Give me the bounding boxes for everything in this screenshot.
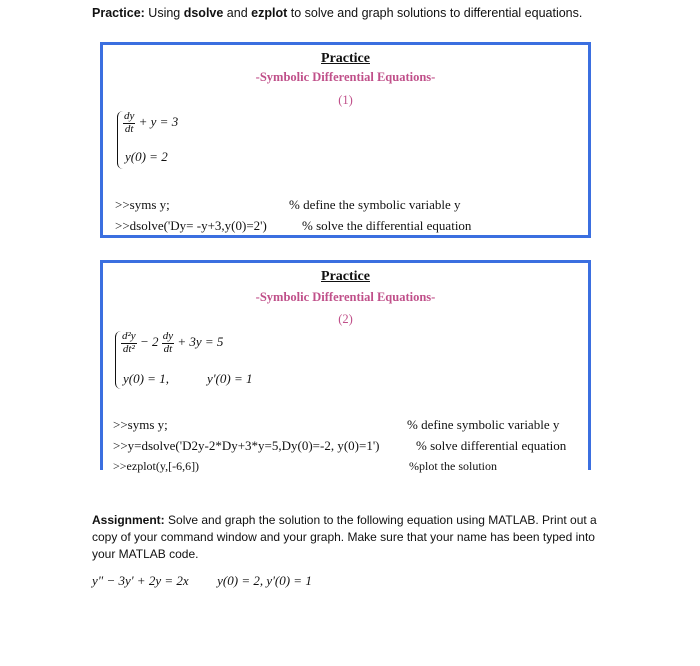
equation-line-1 bbox=[123, 111, 178, 135]
assignment-equation: y" − 3y' + 2y = 2x bbox=[92, 573, 189, 588]
assignment-text: Solve and graph the solution to the following equation using MATLAB. Print out a copy of your command window and your graph. Make sure that your name has been typed into your MATLAB code. bbox=[92, 513, 597, 561]
fraction-denominator: dt bbox=[124, 122, 134, 135]
fraction-denominator: dt² bbox=[122, 342, 135, 355]
command-comment: % solve the differential equation bbox=[302, 218, 472, 233]
command-code: >>ezplot(y,[-6,6]) bbox=[113, 459, 200, 473]
equation-mid: − 2 bbox=[139, 334, 159, 350]
equation-condition-1: y(0) = 1, bbox=[123, 371, 169, 386]
intro-text-c: to solve and graph solutions to differential equations. bbox=[287, 6, 583, 20]
practice-box-2 bbox=[100, 260, 591, 473]
command-comment: % define the symbolic variable y bbox=[289, 197, 461, 212]
assignment-equation-line bbox=[92, 573, 312, 589]
equation-condition: y(0) = 2 bbox=[125, 149, 168, 164]
command-comment: %plot the solution bbox=[409, 459, 497, 473]
practice-subtitle: -Symbolic Differential Equations- bbox=[255, 290, 436, 304]
command-code: >>syms y; bbox=[115, 197, 170, 212]
practice-title: Practice bbox=[321, 51, 370, 66]
fraction-numerator: d²y bbox=[122, 330, 136, 342]
equation-fraction-1 bbox=[121, 331, 137, 355]
assignment-label: Assignment: bbox=[92, 513, 165, 527]
equation-condition-2: y'(0) = 1 bbox=[207, 371, 253, 386]
practice-subtitle: -Symbolic Differential Equations- bbox=[255, 70, 436, 84]
practice-number: (2) bbox=[338, 312, 353, 326]
intro-label: Practice: bbox=[92, 6, 145, 20]
equation-rest: + y = 3 bbox=[138, 114, 179, 130]
practice-box-1 bbox=[100, 42, 591, 238]
equation-fraction bbox=[123, 111, 135, 135]
command-code: >>dsolve('Dy= -y+3,y(0)=2') bbox=[115, 218, 267, 233]
intro-dsolve: dsolve bbox=[183, 6, 224, 20]
assignment-conditions: y(0) = 2, y'(0) = 1 bbox=[217, 573, 312, 588]
intro-line bbox=[92, 6, 582, 20]
intro-text-b: and bbox=[223, 6, 252, 20]
command-code: >>syms y; bbox=[113, 417, 168, 432]
intro-text-a: Using bbox=[144, 6, 184, 20]
practice-number: (1) bbox=[338, 93, 353, 107]
equation-fraction-2 bbox=[162, 331, 174, 355]
command-comment: % define symbolic variable y bbox=[407, 417, 560, 432]
command-code: >>y=dsolve('D2y-2*Dy+3*y=5,Dy(0)=-2, y(0)=1') bbox=[113, 438, 380, 453]
assignment-paragraph bbox=[92, 512, 612, 563]
equation-rest: + 3y = 5 bbox=[177, 334, 224, 350]
practice-title: Practice bbox=[321, 269, 370, 284]
equation-line-1 bbox=[121, 331, 223, 355]
fraction-denominator: dt bbox=[163, 342, 173, 355]
intro-ezplot: ezplot bbox=[251, 6, 288, 20]
fraction-numerator: dy bbox=[162, 330, 174, 342]
fraction-numerator: dy bbox=[124, 110, 135, 122]
command-comment: % solve differential equation bbox=[416, 438, 567, 453]
